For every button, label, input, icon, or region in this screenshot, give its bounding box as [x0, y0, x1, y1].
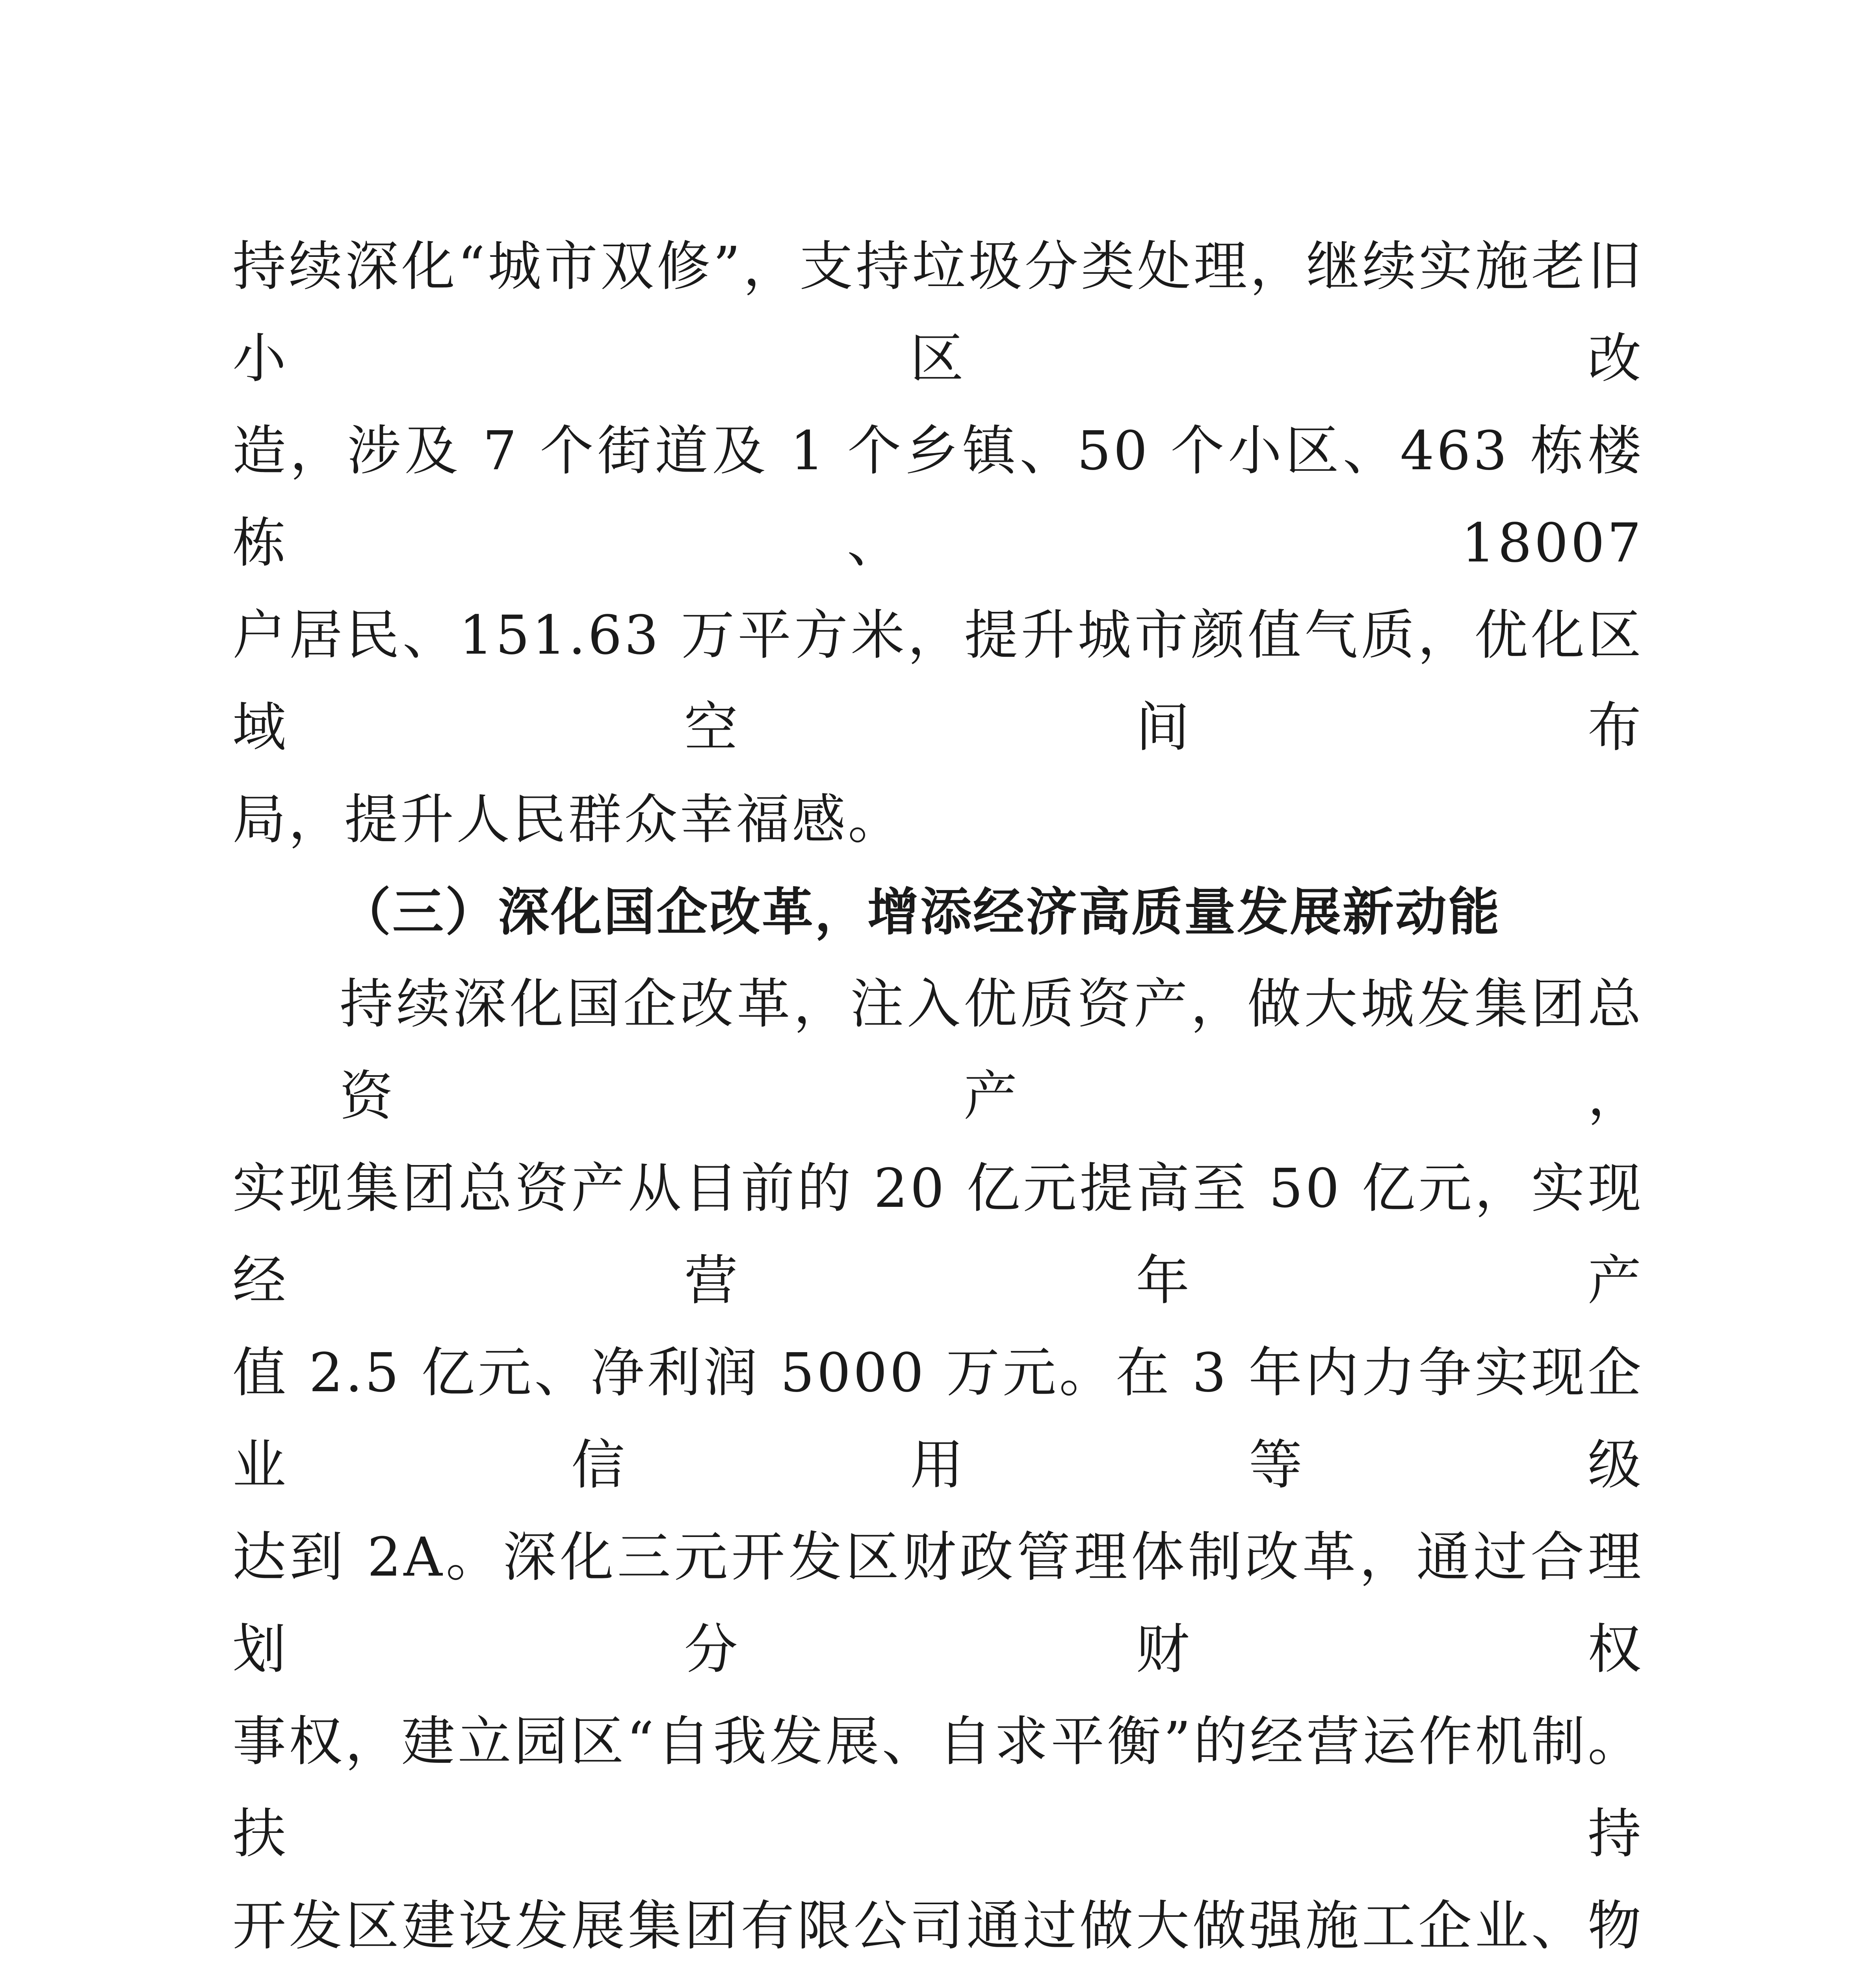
text-line: 持续深化“城市双修”，支持垃圾分类处理，继续实施老旧小区改	[232, 236, 1644, 390]
text-line: 户居民、151.63 万平方米，提升城市颜值气质，优化区域空间布	[232, 604, 1644, 759]
paragraph-soe-reform	[232, 958, 1644, 1970]
paragraph-urban-renewal	[232, 221, 1644, 866]
text-line: 值 2.5 亿元、净利润 5000 万元。在 3 年内力争实现企业信用等级	[232, 1342, 1644, 1496]
text-line: 局，提升人民群众幸福感。	[232, 789, 904, 851]
section-heading-soe-reform: （三）深化国企改革，增添经济高质量发展新动能	[340, 882, 1501, 942]
text-line: 开发区建设发展集团有限公司通过做大做强施工企业、物	[232, 1895, 1644, 1957]
text-line: 造，涉及 7 个街道及 1 个乡镇、50 个小区、463 栋楼栋、18007	[232, 420, 1644, 574]
text-line: 达到 2A。深化三元开发区财政管理体制改革，通过合理划分财权	[232, 1526, 1644, 1681]
document-body	[232, 221, 1644, 1970]
text-line: 事权，建立园区“自我发展、自求平衡”的经营运作机制。扶持	[232, 1711, 1644, 1865]
text-line: 实现集团总资产从目前的 20 亿元提高至 50 亿元，实现经营年产	[232, 1158, 1644, 1312]
text-line: 持续深化国企改革，注入优质资产，做大城发集团总资产，	[340, 973, 1644, 1128]
